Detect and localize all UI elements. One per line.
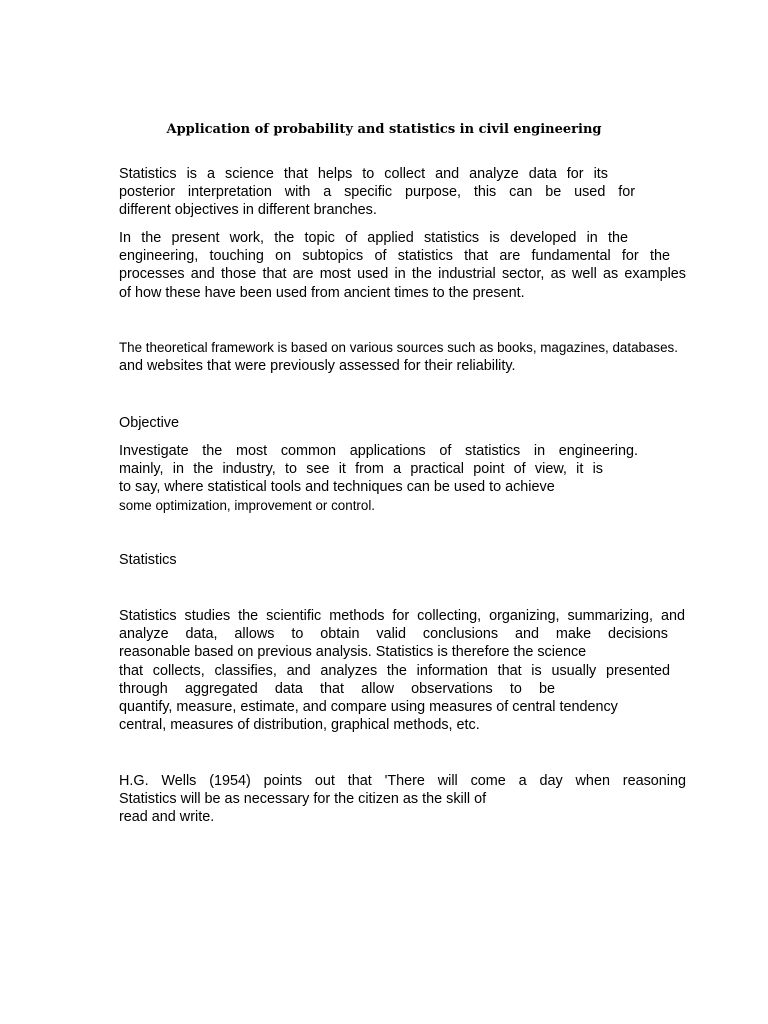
framework-line: The theoretical framework is based on various sources such as books, magazines, databases. (119, 340, 678, 355)
present-work-line: of how these have been used from ancient times to the present. (119, 284, 525, 301)
statistics-line: through aggregated data that allow observations to be (119, 680, 555, 697)
present-work-paragraph (119, 229, 686, 302)
objective-line: to say, where statistical tools and techniques can be used to achieve (119, 479, 555, 496)
intro-line: different objectives in different branches. (119, 202, 377, 219)
objective-paragraph (119, 442, 638, 515)
statistics-line: analyze data, allows to obtain valid conclusions and make decisions (119, 626, 668, 643)
objective-line: some optimization, improvement or control. (119, 497, 376, 513)
present-work-line: processes and those that are most used in the industrial sector, as well as examples (119, 266, 686, 283)
statistics-line: that collects, classifies, and analyzes the information that is usually presented (119, 662, 670, 679)
intro-paragraph (119, 165, 635, 220)
statistics-line: Statistics studies the scientific methods for collecting, organizing, summarizing, and (119, 608, 685, 624)
statistics-heading: Statistics (119, 552, 177, 568)
wells-line: read and write. (119, 809, 215, 826)
statistics-line: reasonable based on previous analysis. Statistics is therefore the science (119, 644, 587, 661)
framework-line: and websites that were previously assessed for their reliability. (119, 358, 516, 375)
wells-line: Statistics will be as necessary for the citizen as the skill of (119, 791, 487, 808)
intro-line: posterior interpretation with a specific purpose, this can be used for (119, 184, 635, 201)
present-work-line: engineering, touching on subtopics of statistics that are fundamental for the (119, 248, 670, 265)
framework-paragraph (119, 339, 719, 375)
objective-heading: Objective (119, 415, 179, 431)
statistics-line: quantify, measure, estimate, and compare using measures of central tendency (119, 699, 618, 716)
objective-line: mainly, in the industry, to see it from a practical point of view, it is (119, 461, 603, 478)
present-work-line: In the present work, the topic of applied statistics is developed in the (119, 230, 628, 246)
statistics-paragraph (119, 607, 685, 734)
objective-line: Investigate the most common applications of statistics in engineering. (119, 443, 638, 459)
statistics-line: central, measures of distribution, graphical methods, etc. (119, 717, 480, 734)
wells-line: H.G. Wells (1954) points out that 'There will come a day when reasoning (119, 773, 686, 789)
wells-quote-paragraph (119, 772, 686, 827)
intro-line: Statistics is a science that helps to collect and analyze data for its (119, 166, 608, 182)
document-title: Application of probability and statistics in civil engineering (166, 122, 602, 137)
